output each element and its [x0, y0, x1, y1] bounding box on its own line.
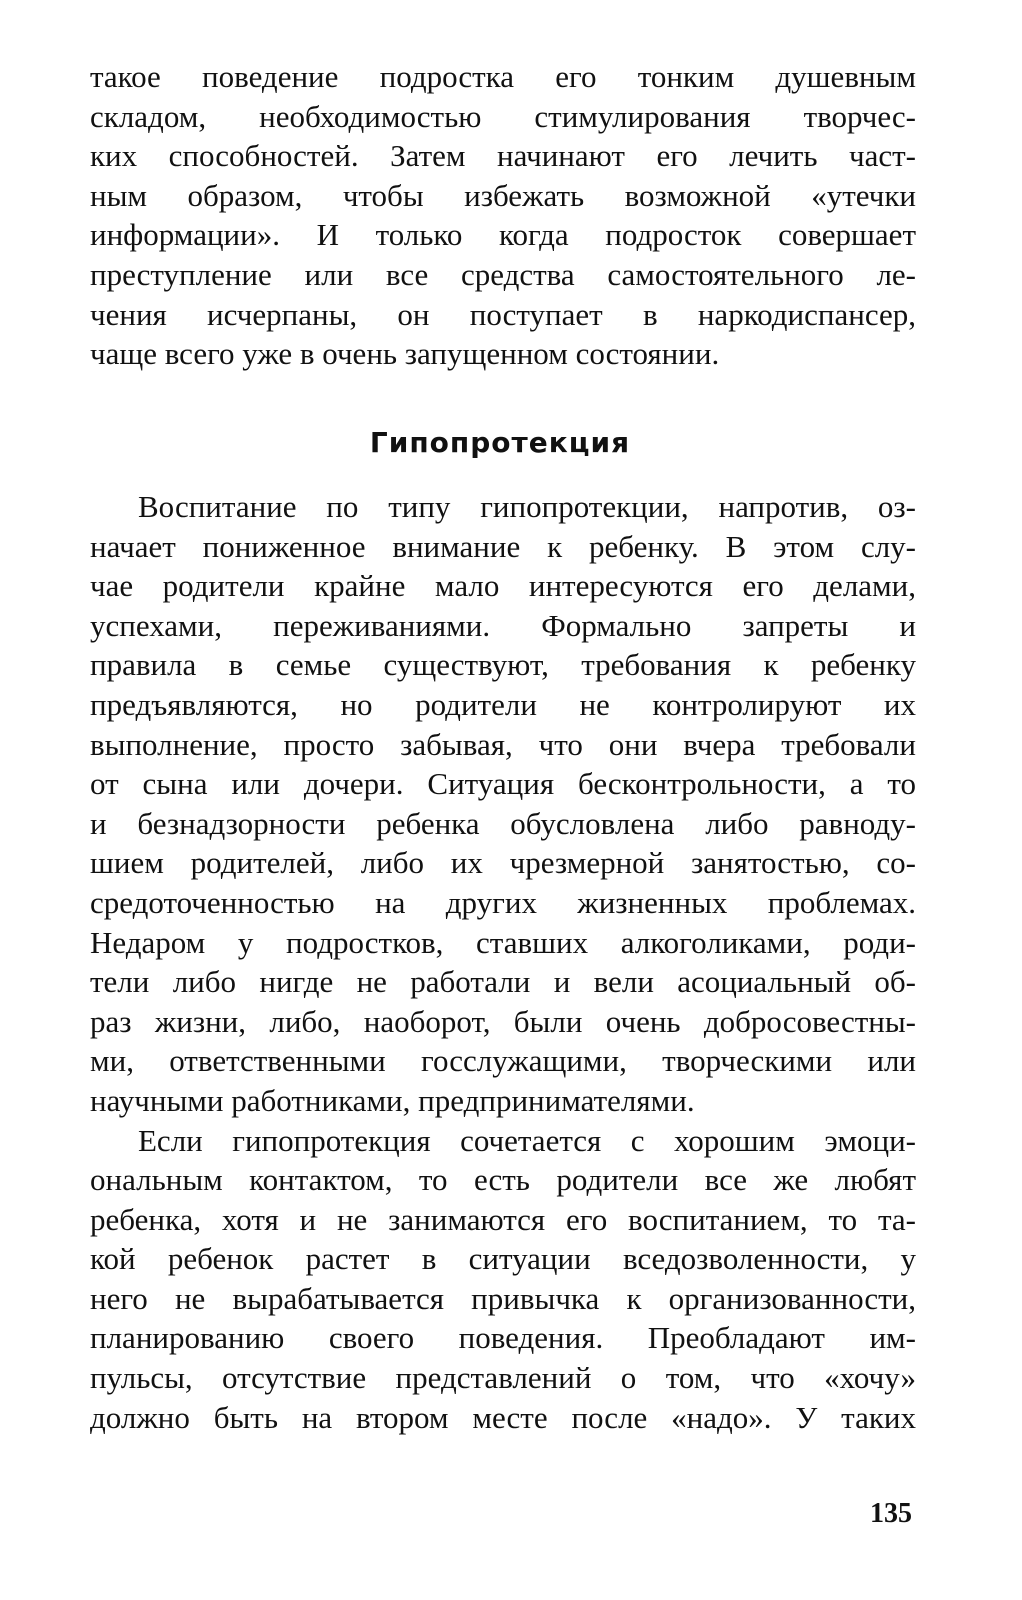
text-line: шием родителей, либо их чрезмерной занятостью, со-	[90, 845, 916, 881]
text-line: ких способностей. Затем начинают его лечить част-	[90, 138, 916, 174]
text-line: такое поведение подростка его тонким душевным	[90, 59, 916, 94]
text-line: от сына или дочери. Ситуация бесконтрольности, а то	[90, 766, 916, 802]
text-line: ми, ответственными госслужащими, творческими или	[90, 1043, 916, 1079]
text-line: планированию своего поведения. Преобладают им-	[90, 1320, 916, 1356]
text-line: успехами, переживаниями. Формально запреты и	[90, 607, 916, 643]
text-line: чае родители крайне мало интересуются его делами,	[90, 568, 916, 604]
text-line: раз жизни, либо, наоборот, были очень добросовестны-	[90, 1003, 916, 1039]
paragraph-continued	[90, 57, 916, 374]
text-line: Если гипопротекция сочетается с хорошим эмоци-	[138, 1122, 916, 1158]
text-line: Недаром у подростков, ставших алкоголиками, роди-	[90, 924, 916, 960]
text-line: ребенка, хотя и не занимаются его воспитанием, то та-	[90, 1201, 916, 1237]
text-line: информации». И только когда подросток совершает	[90, 217, 916, 253]
text-line: ональным контактом, то есть родители все же любят	[90, 1162, 916, 1198]
text-line: чения исчерпаны, он поступает в наркодиспансер,	[90, 296, 916, 332]
text-line: правила в семье существуют, требования к ребенку	[90, 647, 916, 683]
text-line: Воспитание по типу гипопротекции, напротив, оз-	[138, 489, 916, 524]
text-line: научными работниками, предпринимателями.	[90, 1082, 695, 1118]
text-line: пульсы, отсутствие представлений о том, что «хочу»	[90, 1360, 916, 1396]
text-line: чаще всего уже в очень запущенном состоянии.	[90, 336, 720, 372]
text-line: преступление или все средства самостоятельного ле-	[90, 256, 916, 292]
text-line: складом, необходимостью стимулирования творчес-	[90, 98, 916, 134]
text-line: выполнение, просто забывая, что они вчера требовали	[90, 726, 916, 762]
section-heading: Гипопротекция	[369, 426, 631, 459]
section-body	[90, 487, 916, 1437]
text-line: него не вырабатывается привычка к организованности,	[90, 1280, 916, 1316]
text-line: ным образом, чтобы избежать возможной «утечки	[90, 177, 916, 213]
text-line: предъявляются, но родители не контролируют их	[90, 686, 916, 722]
text-line: кой ребенок растет в ситуации вседозволенности, у	[90, 1241, 916, 1277]
text-line: тели либо нигде не работали и вели асоциальный об-	[90, 964, 916, 1000]
text-line: начает пониженное внимание к ребенку. В этом слу-	[90, 528, 916, 564]
text-line: средоточенностью на других жизненных проблемах.	[90, 884, 916, 920]
text-line: должно быть на втором месте после «надо». У таких	[90, 1399, 916, 1435]
page-number: 135	[870, 1498, 912, 1529]
text-line: и безнадзорности ребенка обусловлена либо равноду-	[90, 805, 916, 841]
